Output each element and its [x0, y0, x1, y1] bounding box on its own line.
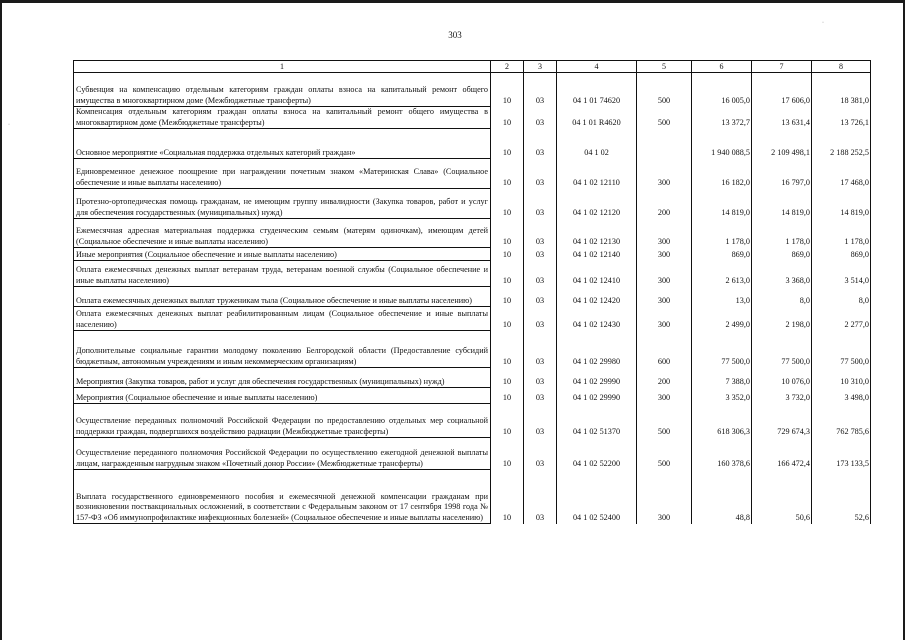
cell-amount-year-3: 77 500,0 [812, 331, 871, 368]
cell-name: Мероприятия (Социальное обеспечение и иные выплаты населению) [74, 388, 491, 404]
cell-expense-type: 300 [637, 219, 692, 248]
cell-amount-year-1: 160 378,6 [692, 438, 752, 470]
cell-name: Единовременное денежное поощрение при награждении почетным знаком «Материнская Слава» (Социальное обеспечение и иные выплаты населению) [74, 159, 491, 189]
table-body [74, 73, 871, 524]
cell-target-item: 04 1 02 29990 [557, 388, 637, 404]
cell-subsection: 03 [524, 248, 557, 261]
cell-amount-year-1: 13 372,7 [692, 107, 752, 129]
cell-section: 10 [491, 219, 524, 248]
cell-subsection: 03 [524, 189, 557, 219]
cell-target-item: 04 1 02 12140 [557, 248, 637, 261]
cell-section: 10 [491, 307, 524, 331]
table-row [74, 307, 871, 331]
cell-amount-year-3: 3 514,0 [812, 261, 871, 287]
cell-amount-year-2: 50,6 [752, 470, 812, 524]
cell-amount-year-1: 77 500,0 [692, 331, 752, 368]
scan-border-left [0, 0, 2, 640]
cell-expense-type: 500 [637, 107, 692, 129]
cell-expense-type: 300 [637, 388, 692, 404]
cell-amount-year-1: 7 388,0 [692, 368, 752, 388]
cell-amount-year-2: 8,0 [752, 287, 812, 307]
cell-amount-year-3: 10 310,0 [812, 368, 871, 388]
cell-amount-year-1: 16 005,0 [692, 73, 752, 107]
cell-section: 10 [491, 159, 524, 189]
cell-expense-type: 500 [637, 404, 692, 438]
cell-amount-year-3: 1 178,0 [812, 219, 871, 248]
cell-subsection: 03 [524, 438, 557, 470]
table-header-row [74, 61, 871, 73]
cell-section: 10 [491, 404, 524, 438]
cell-name: Оплата ежемесячных денежных выплат реабилитированным лицам (Социальное обеспечение и иные выплаты населению) [74, 307, 491, 331]
cell-target-item: 04 1 02 12420 [557, 287, 637, 307]
cell-name: Протезно-ортопедическая помощь гражданам, не имеющим группу инвалидности (Закупка товаров, работ и услуг для обеспечения государственных (муниципальных) нужд) [74, 189, 491, 219]
table-row [74, 287, 871, 307]
cell-amount-year-2: 77 500,0 [752, 331, 812, 368]
table-row [74, 331, 871, 368]
cell-target-item: 04 1 02 12430 [557, 307, 637, 331]
page-number: 303 [448, 30, 462, 40]
table-row [74, 107, 871, 129]
cell-section: 10 [491, 129, 524, 159]
cell-amount-year-2: 17 606,0 [752, 73, 812, 107]
cell-amount-year-1: 1 940 088,5 [692, 129, 752, 159]
cell-subsection: 03 [524, 388, 557, 404]
cell-name: Субвенция на компенсацию отдельным категориям граждан оплаты взноса на капитальный ремонт общего имущества в многоквартирном доме (Межбюджетные трансферты) [74, 73, 491, 107]
cell-subsection: 03 [524, 287, 557, 307]
cell-amount-year-2: 10 076,0 [752, 368, 812, 388]
cell-amount-year-3: 173 133,5 [812, 438, 871, 470]
cell-subsection: 03 [524, 73, 557, 107]
cell-name: Компенсация отдельным категориям граждан оплаты взноса на капитальный ремонт общего имущества в многоквартирном доме (Межбюджетные трансферты) [74, 107, 491, 129]
cell-amount-year-3: 52,6 [812, 470, 871, 524]
cell-amount-year-3: 762 785,6 [812, 404, 871, 438]
cell-expense-type: 300 [637, 159, 692, 189]
cell-expense-type: 300 [637, 261, 692, 287]
cell-section: 10 [491, 287, 524, 307]
cell-subsection: 03 [524, 404, 557, 438]
cell-amount-year-2: 3 368,0 [752, 261, 812, 287]
header-col-section: 2 [491, 61, 524, 73]
scan-border-top [0, 0, 905, 3]
cell-section: 10 [491, 331, 524, 368]
cell-section: 10 [491, 368, 524, 388]
cell-name: Дополнительные социальные гарантии молодому поколению Белгородской области (Предоставление субсидий бюджетным, автономным учреждениям и иным некоммерческим организациям) [74, 331, 491, 368]
cell-expense-type: 500 [637, 73, 692, 107]
cell-amount-year-1: 869,0 [692, 248, 752, 261]
cell-amount-year-1: 16 182,0 [692, 159, 752, 189]
cell-expense-type: 200 [637, 368, 692, 388]
table-row [74, 219, 871, 248]
cell-expense-type: 300 [637, 307, 692, 331]
scan-speck: · [822, 20, 824, 26]
cell-target-item: 04 1 02 [557, 129, 637, 159]
header-col-expense-type: 5 [637, 61, 692, 73]
cell-expense-type [637, 129, 692, 159]
header-col-target-item: 4 [557, 61, 637, 73]
cell-target-item: 04 1 02 51370 [557, 404, 637, 438]
cell-amount-year-2: 869,0 [752, 248, 812, 261]
cell-target-item: 04 1 02 12120 [557, 189, 637, 219]
cell-expense-type: 300 [637, 248, 692, 261]
cell-target-item: 04 1 02 52400 [557, 470, 637, 524]
cell-target-item: 04 1 02 12110 [557, 159, 637, 189]
cell-subsection: 03 [524, 107, 557, 129]
cell-section: 10 [491, 261, 524, 287]
header-col-year-3: 8 [812, 61, 871, 73]
cell-amount-year-2: 729 674,3 [752, 404, 812, 438]
header-col-subsection: 3 [524, 61, 557, 73]
cell-target-item: 04 1 02 29990 [557, 368, 637, 388]
cell-amount-year-2: 166 472,4 [752, 438, 812, 470]
cell-name: Осуществление переданных полномочий Российской Федерации по предоставлению отдельных мер социальной поддержки граждан, подвергшихся воздействию радиации (Межбюджетные трансферты) [74, 404, 491, 438]
cell-name: Выплата государственного единовременного пособия и ежемесячной денежной компенсации гражданам при возникновении поствакцинальных осложнений, в соответствии с Федеральным законом от 17 сентября 1998 года № 157-ФЗ «Об иммунопрофилактике инфекционных болезней» (Социальное обеспечение и иные выплаты населению) [74, 470, 491, 524]
table-row [74, 388, 871, 404]
cell-expense-type: 500 [637, 438, 692, 470]
cell-amount-year-2: 3 732,0 [752, 388, 812, 404]
cell-name: Оплата ежемесячных денежных выплат труженикам тыла (Социальное обеспечение и иные выплаты населению) [74, 287, 491, 307]
cell-amount-year-1: 618 306,3 [692, 404, 752, 438]
cell-amount-year-1: 48,8 [692, 470, 752, 524]
cell-expense-type: 300 [637, 470, 692, 524]
cell-amount-year-2: 16 797,0 [752, 159, 812, 189]
cell-target-item: 04 1 01 R4620 [557, 107, 637, 129]
header-col-name: 1 [74, 61, 491, 73]
cell-amount-year-1: 2 499,0 [692, 307, 752, 331]
cell-amount-year-2: 1 178,0 [752, 219, 812, 248]
cell-subsection: 03 [524, 261, 557, 287]
table-row [74, 248, 871, 261]
cell-expense-type: 300 [637, 287, 692, 307]
budget-table [73, 60, 871, 524]
cell-section: 10 [491, 73, 524, 107]
cell-target-item: 04 1 02 29980 [557, 331, 637, 368]
cell-name: Основное мероприятие «Социальная поддержка отдельных категорий граждан» [74, 129, 491, 159]
table-row [74, 73, 871, 107]
cell-subsection: 03 [524, 307, 557, 331]
cell-name: Оплата ежемесячных денежных выплат ветеранам труда, ветеранам военной службы (Социальное обеспечение и иные выплаты населению) [74, 261, 491, 287]
cell-amount-year-3: 17 468,0 [812, 159, 871, 189]
header-col-year-2: 7 [752, 61, 812, 73]
cell-amount-year-3: 8,0 [812, 287, 871, 307]
table-row [74, 129, 871, 159]
cell-amount-year-3: 2 277,0 [812, 307, 871, 331]
cell-name: Иные мероприятия (Социальное обеспечение и иные выплаты населению) [74, 248, 491, 261]
scan-speck: · [8, 122, 10, 128]
table-row [74, 368, 871, 388]
table-row [74, 438, 871, 470]
cell-amount-year-2: 2 198,0 [752, 307, 812, 331]
cell-amount-year-1: 14 819,0 [692, 189, 752, 219]
cell-expense-type: 600 [637, 331, 692, 368]
cell-subsection: 03 [524, 470, 557, 524]
cell-subsection: 03 [524, 219, 557, 248]
cell-amount-year-2: 13 631,4 [752, 107, 812, 129]
cell-amount-year-1: 3 352,0 [692, 388, 752, 404]
table-row [74, 261, 871, 287]
cell-amount-year-3: 869,0 [812, 248, 871, 261]
cell-amount-year-3: 14 819,0 [812, 189, 871, 219]
cell-target-item: 04 1 02 12410 [557, 261, 637, 287]
cell-section: 10 [491, 438, 524, 470]
cell-amount-year-2: 14 819,0 [752, 189, 812, 219]
cell-subsection: 03 [524, 129, 557, 159]
table-row [74, 404, 871, 438]
cell-section: 10 [491, 248, 524, 261]
cell-section: 10 [491, 189, 524, 219]
cell-section: 10 [491, 470, 524, 524]
table-row [74, 189, 871, 219]
cell-target-item: 04 1 02 52200 [557, 438, 637, 470]
cell-amount-year-3: 3 498,0 [812, 388, 871, 404]
cell-amount-year-3: 2 188 252,5 [812, 129, 871, 159]
cell-amount-year-3: 18 381,0 [812, 73, 871, 107]
cell-name: Осуществление переданного полномочия Российской Федерации по осуществлению ежегодной денежной выплаты лицам, награжденным нагрудным знаком «Почетный донор России» (Межбюджетные трансферты) [74, 438, 491, 470]
cell-amount-year-3: 13 726,1 [812, 107, 871, 129]
cell-amount-year-1: 2 613,0 [692, 261, 752, 287]
cell-amount-year-1: 13,0 [692, 287, 752, 307]
cell-subsection: 03 [524, 331, 557, 368]
cell-target-item: 04 1 01 74620 [557, 73, 637, 107]
table-row [74, 159, 871, 189]
header-col-year-1: 6 [692, 61, 752, 73]
cell-section: 10 [491, 107, 524, 129]
cell-amount-year-2: 2 109 498,1 [752, 129, 812, 159]
cell-name: Мероприятия (Закупка товаров, работ и услуг для обеспечения государственных (муниципальных) нужд) [74, 368, 491, 388]
cell-section: 10 [491, 388, 524, 404]
cell-name: Ежемесячная адресная материальная поддержка студенческим семьям (матерям одиночкам), имеющим детей (Социальное обеспечение и иные выплаты населению) [74, 219, 491, 248]
cell-target-item: 04 1 02 12130 [557, 219, 637, 248]
cell-subsection: 03 [524, 159, 557, 189]
cell-subsection: 03 [524, 368, 557, 388]
cell-amount-year-1: 1 178,0 [692, 219, 752, 248]
table-row [74, 470, 871, 524]
cell-expense-type: 200 [637, 189, 692, 219]
